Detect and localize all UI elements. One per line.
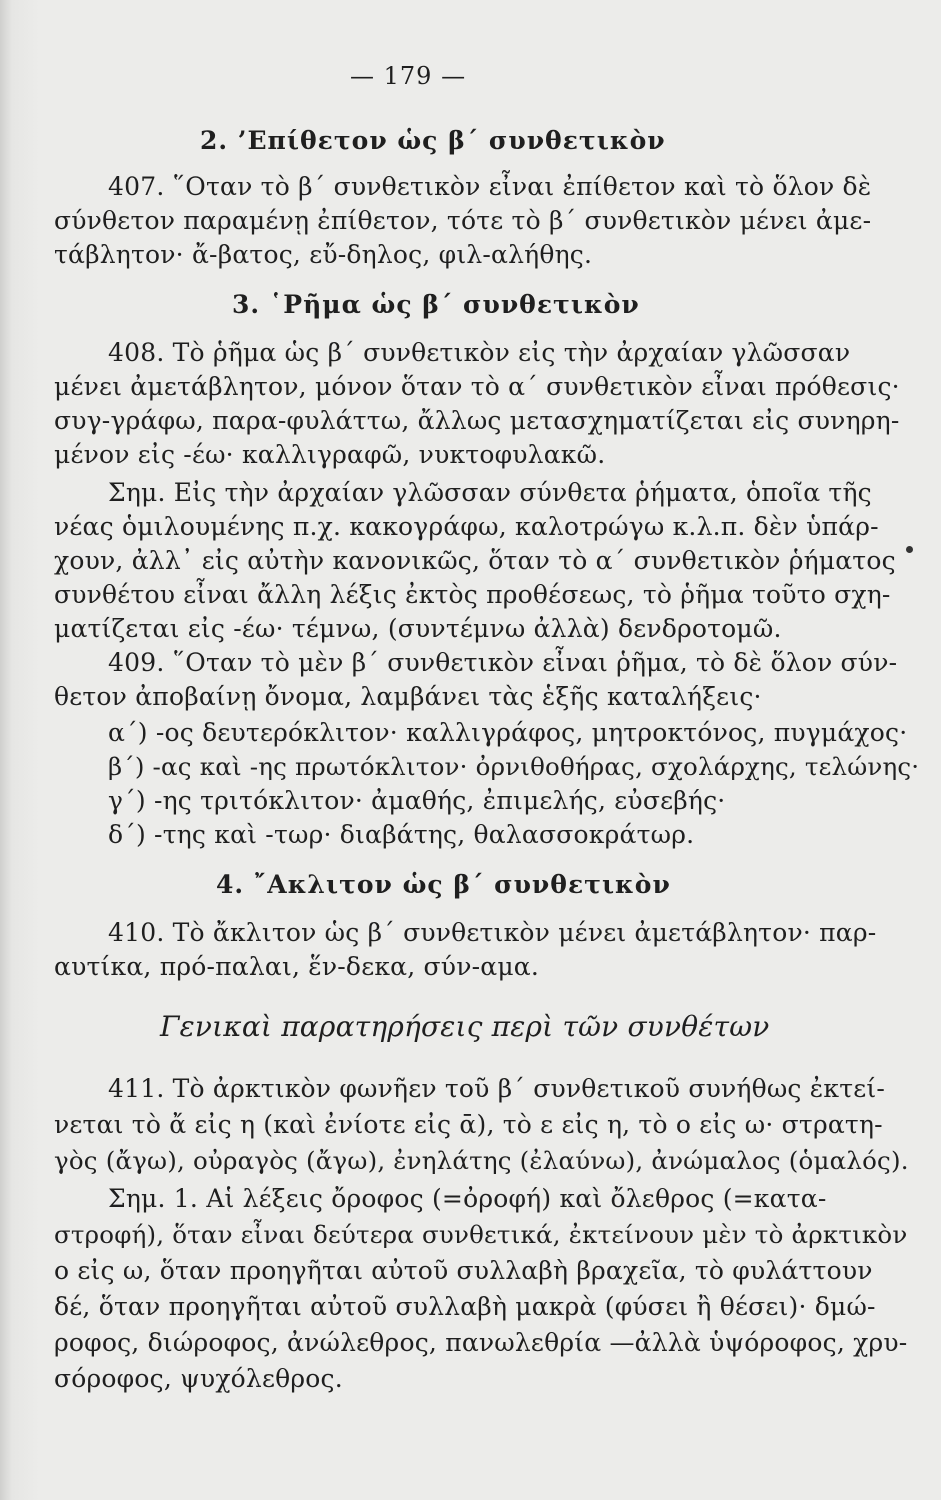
text-line: 411. Τὸ ἀρκτικὸν φωνῆεν τοῦ β΄ συνθετικοῦ συνήθως ἐκτεί- [108,1074,886,1103]
text-line: ο εἰς ω, ὅταν προηγῆται αὐτοῦ συλλαβὴ βραχεῖα, τὸ φυλάττουν [54,1256,873,1285]
text-line: ματίζεται εἰς -έω· τέμνω, (συντέμνω ἀλλὰ) δενδροτομῶ. [54,614,782,643]
text-line: γ΄) -ης τριτόκλιτον· ἀμαθής, ἐπιμελής, εὐσεβής· [108,786,726,815]
text-line: στροφή), ὅταν εἶναι δεύτερα συνθετικά, ἐκτείνουν μὲν τὸ ἀρκτικὸν [54,1220,908,1249]
text-line: θετον ἀποβαίνῃ ὄνομα, λαμβάνει τὰς ἑξῆς καταλήξεις· [54,682,762,711]
section-heading-3: 3. ῾Ρῆμα ὡς β΄ συνθετικὸν [232,290,640,319]
text-line: ροφος, διώροφος, ἀνώλεθρος, πανωλεθρία —ἀλλὰ ὑψόροφος, χρυ- [54,1328,908,1357]
text-line: 409. ῞Οταν τὸ μὲν β΄ συνθετικὸν εἶναι ῥῆμα, τὸ δὲ ὅλον σύν- [108,648,898,677]
text-line: μένον εἰς -έω· καλλιγραφῶ, νυκτοφυλακῶ. [54,440,606,469]
text-line: τάβλητον· ἄ-βατος, εὔ-δηλος, φιλ-αλήθης. [54,240,593,269]
section-heading-2: 2. ’Επίθετον ὡς β΄ συνθετικὸν [200,126,666,155]
text-line: γὸς (ἄγω), οὐραγὸς (ἄγω), ἐνηλάτης (ἐλαύνω), ἀνώμαλος (ὁμαλός). [54,1146,909,1175]
text-line: σόροφος, ψυχόλεθρος. [54,1364,343,1393]
text-line: α΄) -ος δευτερόκλιτον· καλλιγράφος, μητροκτόνος, πυγμάχος· [108,718,908,747]
text-line: 407. ῞Οταν τὸ β΄ συνθετικὸν εἶναι ἐπίθετον καὶ τὸ ὅλον δὲ [108,172,872,201]
text-line: Σημ. Εἰς τὴν ἀρχαίαν γλῶσσαν σύνθετα ῥήματα, ὁποῖα τῆς [108,478,872,507]
section-heading-4: 4. ῎Ακλιτον ὡς β΄ συνθετικὸν [216,870,671,899]
page-number: — 179 — [350,62,467,90]
text-line: δέ, ὅταν προηγῆται αὐτοῦ συλλαβὴ μακρὰ (φύσει ἢ θέσει)· δμώ- [54,1292,876,1321]
text-line: 410. Τὸ ἄκλιτον ὡς β΄ συνθετικὸν μένει ἀμετάβλητον· παρ- [108,918,877,947]
text-line: συγ-γράφω, παρα-φυλάττω, ἄλλως μετασχηματίζεται εἰς συνηρη- [54,406,900,435]
text-line: χουν, ἀλλ᾽ εἰς αὐτὴν κανονικῶς, ὅταν τὸ α΄ συνθετικὸν ῥήματος [54,546,896,575]
text-line: β΄) -ας καὶ -ης πρωτόκλιτον· ὀρνιθοθήρας, σχολάρχης, τελώνης· [108,752,920,781]
text-line: αυτίκα, πρό-παλαι, ἕν-δεκα, σύν-αμα. [54,952,540,981]
text-line: Σημ. 1. Αἱ λέξεις ὄροφος (=ὀροφή) καὶ ὄλεθρος (=κατα- [108,1184,827,1213]
text-line: συνθέτου εἶναι ἄλλη λέξις ἐκτὸς προθέσεως, τὸ ῥῆμα τοῦτο σχη- [54,580,891,609]
ink-dot [906,546,913,553]
text-line: 408. Τὸ ῥῆμα ὡς β΄ συνθετικὸν εἰς τὴν ἀρχαίαν γλῶσσαν [108,338,851,367]
text-line: μένει ἀμετάβλητον, μόνον ὅταν τὸ α΄ συνθετικὸν εἶναι πρόθεσις· [54,372,900,401]
text-line: νεται τὸ ἄ εἰς η (καὶ ἐνίοτε εἰς ᾱ), τὸ ε εἰς η, τὸ ο εἰς ω· στρατη- [54,1110,883,1139]
text-line: νέας ὁμιλουμένης π.χ. κακογράφω, καλοτρώγω κ.λ.π. δὲν ὑπάρ- [54,512,879,541]
section-title: Γενικαὶ παρατηρήσεις περὶ τῶν συνθέτων [160,1010,770,1043]
text-line: σύνθετον παραμένῃ ἐπίθετον, τότε τὸ β΄ συνθετικὸν μένει ἀμε- [54,206,872,235]
text-line: δ΄) -της καὶ -τωρ· διαβάτης, θαλασσοκράτωρ. [108,820,695,849]
